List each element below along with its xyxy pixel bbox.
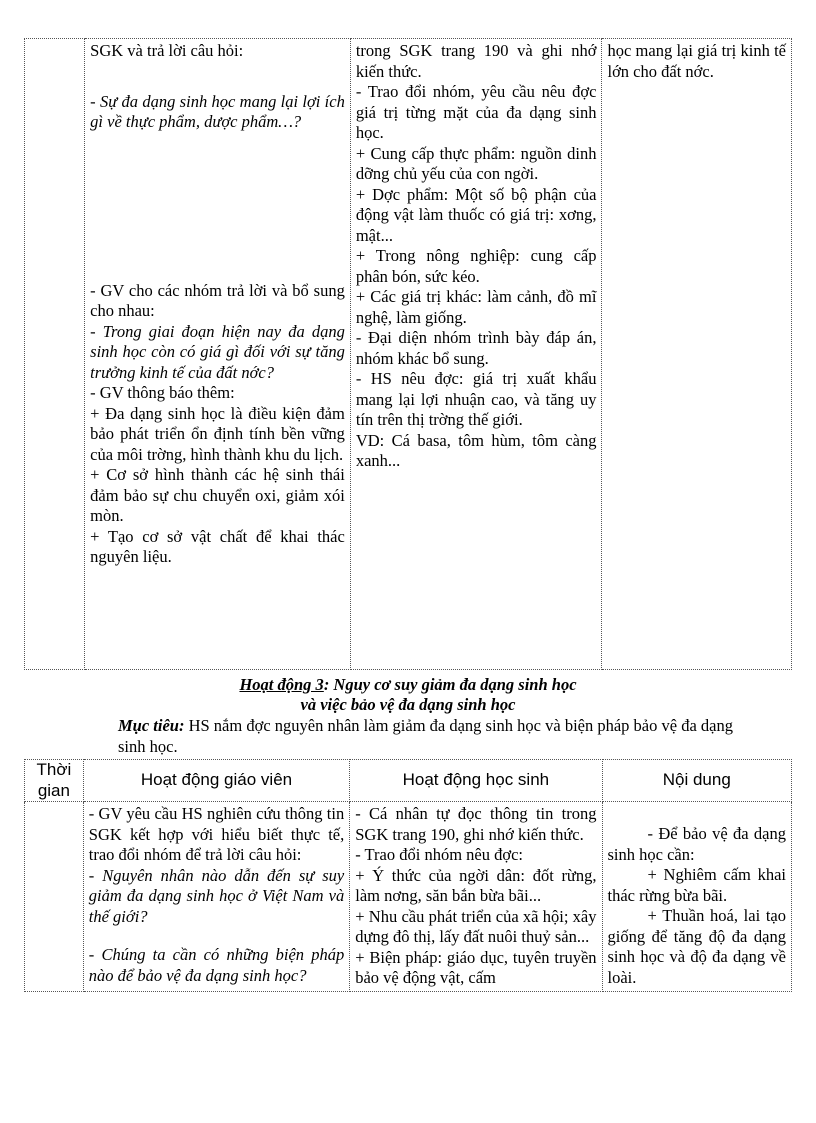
student-line: + Biện pháp: giáo dục, tuyên truyền bảo vệ động vật, cấm xyxy=(355,947,597,987)
student-line: + Các giá trị khác: làm cảnh, đồ mĩ nghệ, làm giống. xyxy=(355,287,597,327)
teacher-activity-cell xyxy=(85,39,351,670)
teacher-line: - GV thông báo thêm: xyxy=(90,383,235,402)
student-line: trong SGK trang 190 và ghi nhớ kiến thức. xyxy=(355,41,597,81)
teacher-line: + Đa dạng sinh học là điều kiện đảm bảo phát triển ổn định tính bền vững của môi trờng, hình thành khu du lịch. xyxy=(90,403,345,464)
teacher-line: + Tạo cơ sở vật chất để khai thác nguyên liệu. xyxy=(90,526,345,566)
student-line: VD: Cá basa, tôm hùm, tôm càng xanh... xyxy=(355,430,597,470)
teacher-activity-cell xyxy=(83,802,349,992)
teacher-line: - GV yêu cầu HS nghiên cứu thông tin SGK kết hợp với hiểu biết thực tế, trao đổi nhóm để trả lời câu hỏi: xyxy=(88,804,345,864)
student-line: + Cung cấp thực phẩm: nguồn dinh dỡng chủ yếu của con ngời. xyxy=(355,143,597,183)
section-goal xyxy=(118,716,738,757)
content-cell xyxy=(602,802,791,992)
activity-table-continued xyxy=(24,38,792,670)
section-title-label: Hoạt động 3 xyxy=(239,675,324,694)
section-title-line2: và việc bảo vệ đa dạng sinh học xyxy=(300,695,516,714)
content-line: - Để bảo vệ đa dạng sinh học cần: xyxy=(607,824,786,864)
question-economic: - Trong giai đoạn hiện nay đa dạng sinh học còn có giá gì đối với sự tăng trưởng kinh tế của đất nớc? xyxy=(90,321,345,382)
student-line: + Nhu cầu phát triển của xã hội; xây dựng đô thị, lấy đất nuôi thuỷ sản... xyxy=(355,906,597,946)
header-content: Nội dung xyxy=(602,760,791,802)
student-line: - Trao đổi nhóm, yêu cầu nêu đợc giá trị từng mặt của đa dạng sinh học. xyxy=(355,82,597,142)
student-line: + Ý thức của ngời dân: đốt rừng, làm nơng, săn bắn bừa bãi... xyxy=(355,865,597,905)
section-title xyxy=(0,675,816,696)
student-activity-cell xyxy=(350,39,602,670)
goal-label: Mục tiêu: xyxy=(118,716,185,735)
content-line: học mang lại giá trị kinh tế lớn cho đất nớc. xyxy=(607,41,786,81)
content-line: + Nghiêm cấm khai thác rừng bừa bãi. xyxy=(607,865,786,905)
question-causes: - Nguyên nhân nào dẫn đến sự suy giảm đa dạng sinh học ở Việt Nam và thế giới? xyxy=(88,865,345,926)
student-line: - Trao đổi nhóm nêu đợc: xyxy=(355,845,523,864)
student-line: - HS nêu đợc: giá trị xuất khẩu mang lại lợi nhuận cao, và tăng uy tín trên thị trờng thế giới. xyxy=(355,369,597,429)
section-title-rest: : Nguy cơ suy giảm đa dạng sinh học xyxy=(323,675,577,694)
time-cell xyxy=(25,802,84,992)
header-student: Hoạt động học sinh xyxy=(350,760,602,802)
goal-text: HS nắm đợc nguyên nhân làm giảm đa dạng sinh học và biện pháp bảo vệ đa dạng sinh học. xyxy=(118,716,733,756)
content-cell xyxy=(602,39,792,670)
content-line: + Thuần hoá, lai tạo giống để tăng độ đa dạng sinh học và độ đa dạng về loài. xyxy=(607,906,786,987)
teacher-line: + Cơ sở hình thành các hệ sinh thái đảm bảo sự chu chuyển oxi, giảm xói mòn. xyxy=(90,465,345,525)
teacher-line: SGK và trả lời câu hỏi: xyxy=(90,41,244,60)
student-line: + Dợc phẩm: Một số bộ phận của động vật làm thuốc có giá trị: xơng, mật... xyxy=(355,184,597,245)
time-cell xyxy=(25,39,85,670)
activity-table-3 xyxy=(24,759,792,992)
student-line: + Trong nông nghiệp: cung cấp phân bón, sức kéo. xyxy=(355,246,597,286)
header-teacher: Hoạt động giáo viên xyxy=(83,760,349,802)
student-activity-cell xyxy=(350,802,602,992)
header-time: Thời gian xyxy=(25,760,84,802)
question-benefits: - Sự đa dạng sinh học mang lại lợi ích gì về thực phẩm, dược phẩm…? xyxy=(90,91,345,131)
student-line: - Cá nhân tự đọc thông tin trong SGK trang 190, ghi nhớ kiến thức. xyxy=(355,804,597,844)
student-line: - Đại diện nhóm trình bày đáp án, nhóm khác bổ sung. xyxy=(355,328,597,368)
question-measures: - Chúng ta cần có những biện pháp nào để bảo vệ đa dạng sinh học? xyxy=(88,945,345,985)
teacher-line: - GV cho các nhóm trả lời và bổ sung cho nhau: xyxy=(90,280,345,320)
